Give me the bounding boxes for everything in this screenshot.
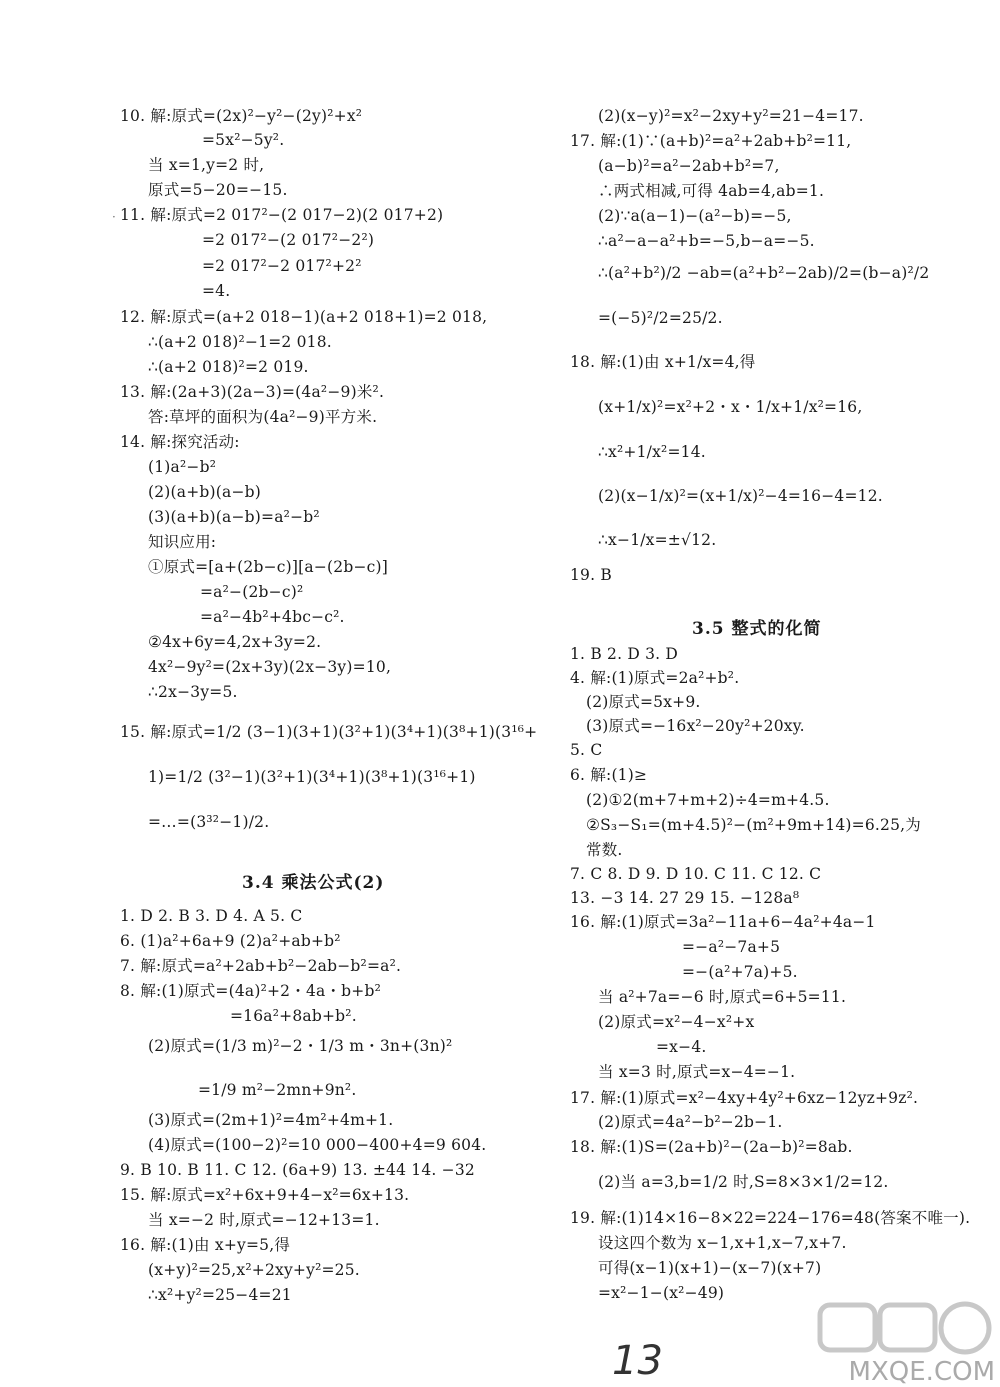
- answer-line: =a²−4b²+4bc−c².: [200, 608, 345, 626]
- answer-line: 18. 解:(1)S=(2a+b)²−(2a−b)²=8ab.: [570, 1138, 853, 1156]
- answer-line: 18. 解:(1)由 x+1/x=4,得: [570, 353, 756, 371]
- answer-line: =a²−(2b−c)²: [200, 583, 304, 601]
- answer-line: (2)原式=x²−4−x²+x: [598, 1013, 755, 1031]
- answer-line: ∴x−1/x=±√12.: [598, 531, 717, 549]
- answer-line: 设这四个数为 x−1,x+1,x−7,x+7.: [598, 1234, 847, 1252]
- answer-line: (a−b)²=a²−2ab+b²=7,: [598, 157, 780, 175]
- answer-line: 当 a²+7a=−6 时,原式=6+5=11.: [598, 988, 847, 1006]
- answer-line: =16a²+8ab+b².: [230, 1007, 357, 1025]
- answer-line: 19. 解:(1)14×16−8×22=224−176=48(答案不唯一).: [570, 1209, 971, 1227]
- answer-line: ∴x²+y²=25−4=21: [148, 1286, 292, 1304]
- answer-line: (3)原式=−16x²−20y²+20xy.: [586, 717, 805, 735]
- answer-line: 12. 解:原式=(a+2 018−1)(a+2 018+1)=2 018,: [120, 308, 488, 326]
- answer-line: 6. 解:(1)≥: [570, 766, 648, 784]
- answer-line: ∴(a+2 018)²=2 019.: [148, 358, 309, 376]
- answer-line: (2)当 a=3,b=1/2 时,S=8×3×1/2=12.: [598, 1173, 889, 1191]
- answer-line: 8. 解:(1)原式=(4a)²+2・4a・b+b²: [120, 982, 381, 1000]
- answer-line: =(−5)²/2=25/2.: [598, 309, 723, 327]
- answer-line: 13. −3 14. 27 29 15. −128a⁸: [570, 889, 800, 907]
- answer-line: =2 017²−(2 017²−2²): [202, 231, 375, 249]
- section-title-3-5: 3.5 整式的化简: [692, 619, 822, 639]
- answer-line: (2)原式=4a²−b²−2b−1.: [598, 1113, 783, 1131]
- answer-line: ∴x²+1/x²=14.: [598, 443, 706, 461]
- answer-line: 当 x=3 时,原式=x−4=−1.: [598, 1063, 796, 1081]
- answer-line: 9. B 10. B 11. C 12. (6a+9) 13. ±44 14. −32: [120, 1161, 475, 1179]
- answer-line: 7. 解:原式=a²+2ab+b²−2ab−b²=a².: [120, 957, 402, 975]
- answer-line: 当 x=1,y=2 时,: [148, 156, 265, 174]
- answer-line: (x+y)²=25,x²+2xy+y²=25.: [148, 1261, 360, 1279]
- handwritten-page-number: 13: [612, 1338, 663, 1384]
- answer-line: 4. 解:(1)原式=2a²+b².: [570, 669, 740, 687]
- answer-line: (4)原式=(100−2)²=10 000−400+4=9 604.: [148, 1136, 487, 1154]
- answer-line: (3)原式=(2m+1)²=4m²+4m+1.: [148, 1111, 394, 1129]
- answer-line: (2)原式=(1/3 m)²−2・1/3 m・3n+(3n)²: [148, 1037, 453, 1055]
- margin-dot: ·: [112, 210, 116, 224]
- answer-line: 当 x=−2 时,原式=−12+13=1.: [148, 1211, 380, 1229]
- answer-line: =−a²−7a+5: [682, 938, 781, 956]
- answer-line: 15. 解:原式=1/2 (3−1)(3+1)(3²+1)(3⁴+1)(3⁸+1)(3¹⁶+: [120, 723, 538, 741]
- answer-line: =1/9 m²−2mn+9n².: [198, 1081, 357, 1099]
- answer-line: (1)a²−b²: [148, 458, 217, 476]
- answer-line: 常数.: [586, 841, 623, 859]
- answer-line: 答:草坪的面积为(4a²−9)平方米.: [148, 408, 378, 426]
- section-title-3-4: 3.4 乘法公式(2): [242, 873, 385, 893]
- answer-line: ∴(a+2 018)²−1=2 018.: [148, 333, 332, 351]
- answer-line: 15. 解:原式=x²+6x+9+4−x²=6x+13.: [120, 1186, 410, 1204]
- answer-line: (2)①2(m+7+m+2)÷4=m+4.5.: [586, 791, 830, 809]
- answer-line: 17. 解:(1)原式=x²−4xy+4y²+6xz−12yz+9z².: [570, 1089, 919, 1107]
- answer-line: (3)(a+b)(a−b)=a²−b²: [148, 508, 320, 526]
- answer-line: (2)∵a(a−1)−(a²−b)=−5,: [598, 207, 792, 225]
- answer-line: 16. 解:(1)原式=3a²−11a+6−4a²+4a−1: [570, 913, 876, 931]
- answer-line: 13. 解:(2a+3)(2a−3)=(4a²−9)米².: [120, 383, 385, 401]
- answer-line: =4.: [202, 282, 231, 300]
- answer-line: 14. 解:探究活动:: [120, 433, 240, 451]
- answer-line: =2 017²−2 017²+2²: [202, 257, 362, 275]
- answer-line: (2)(a+b)(a−b): [148, 483, 262, 501]
- answer-line: 5. C: [570, 741, 603, 759]
- answer-line: 16. 解:(1)由 x+y=5,得: [120, 1236, 291, 1254]
- answer-line: 1. D 2. B 3. D 4. A 5. C: [120, 907, 303, 925]
- answer-line: 1. B 2. D 3. D: [570, 645, 679, 663]
- answer-line: =5x²−5y².: [202, 131, 285, 149]
- answer-line: 11. 解:原式=2 017²−(2 017−2)(2 017+2): [120, 206, 444, 224]
- answer-line: =−(a²+7a)+5.: [682, 963, 798, 981]
- answer-line: ∴a²−a−a²+b=−5,b−a=−5.: [598, 232, 815, 250]
- answer-line: (2)(x−y)²=x²−2xy+y²=21−4=17.: [598, 107, 864, 125]
- watermark-text: MXQE.COM: [848, 1357, 995, 1387]
- answer-line: ∴(a²+b²)/2 −ab=(a²+b²−2ab)/2=(b−a)²/2: [598, 264, 930, 282]
- answer-line: ∴2x−3y=5.: [148, 683, 238, 701]
- answer-line: =x²−1−(x²−49): [598, 1284, 725, 1302]
- answer-line: (x+1/x)²=x²+2・x・1/x+1/x²=16,: [598, 398, 863, 416]
- answer-line: =…=(3³²−1)/2.: [148, 813, 270, 831]
- answer-line: 6. (1)a²+6a+9 (2)a²+ab+b²: [120, 932, 341, 950]
- answer-line: (2)原式=5x+9.: [586, 693, 701, 711]
- answer-line: ②4x+6y=4,2x+3y=2.: [148, 633, 322, 651]
- answer-line: 可得(x−1)(x+1)−(x−7)(x+7): [598, 1259, 822, 1277]
- answer-line: ∴两式相减,可得 4ab=4,ab=1.: [598, 182, 825, 200]
- answer-line: (2)(x−1/x)²=(x+1/x)²−4=16−4=12.: [598, 487, 883, 505]
- answer-line: 1)=1/2 (3²−1)(3²+1)(3⁴+1)(3⁸+1)(3¹⁶+1): [148, 768, 476, 786]
- answer-line: 原式=5−20=−15.: [148, 181, 288, 199]
- answer-line: 4x²−9y²=(2x+3y)(2x−3y)=10,: [148, 658, 392, 676]
- answer-line: 7. C 8. D 9. D 10. C 11. C 12. C: [570, 865, 822, 883]
- answer-line: 17. 解:(1)∵(a+b)²=a²+2ab+b²=11,: [570, 132, 852, 150]
- answer-line: 10. 解:原式=(2x)²−y²−(2y)²+x²: [120, 107, 363, 125]
- answer-line: ①原式=[a+(2b−c)][a−(2b−c)]: [148, 558, 389, 576]
- watermark-logo: [800, 1300, 1000, 1387]
- answer-line: =x−4.: [656, 1038, 707, 1056]
- answer-line: ②S₃−S₁=(m+4.5)²−(m²+9m+14)=6.25,为: [586, 816, 921, 834]
- answer-line: 知识应用:: [148, 533, 217, 551]
- answer-line: 19. B: [570, 566, 612, 584]
